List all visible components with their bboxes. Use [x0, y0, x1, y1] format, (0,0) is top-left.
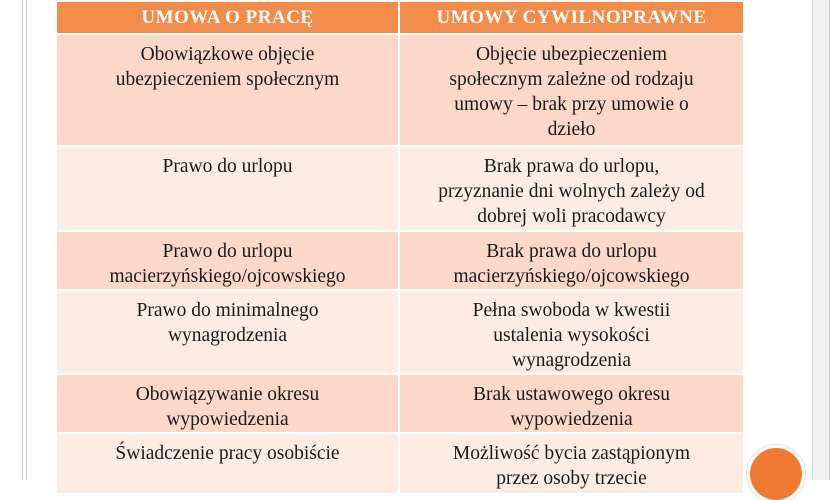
- cell-text: Możliwość bycia zastąpionym przez osoby trzecie: [452, 443, 691, 489]
- table-row: [57, 290, 743, 374]
- slide-frame-left: [22, 0, 23, 480]
- comparison-table: [57, 2, 743, 493]
- table-row: [57, 146, 743, 231]
- cell-employment: [57, 146, 399, 231]
- cell-employment: [57, 34, 399, 146]
- cell-employment: [57, 374, 399, 433]
- cell-text: Prawo do urlopu macierzyńskiego/ojcowskiego: [109, 241, 346, 287]
- slide-frame-left-inner: [26, 0, 27, 480]
- table-header-row: [57, 2, 743, 34]
- header-civil-contracts: UMOWY CYWILNOPRAWNE: [399, 2, 743, 34]
- table-row: [57, 374, 743, 433]
- accent-circle: [750, 448, 802, 500]
- table-row: [57, 433, 743, 493]
- cell-civil: [399, 231, 743, 290]
- cell-employment: [57, 231, 399, 290]
- cell-employment: [57, 290, 399, 374]
- cell-text: Obowiązywanie okresu wypowiedzenia: [135, 384, 320, 430]
- header-employment-contract: UMOWA O PRACĘ: [57, 2, 399, 34]
- cell-text: Obowiązkowe objęcie ubezpieczeniem społecznym: [115, 44, 340, 90]
- cell-employment: [57, 433, 399, 493]
- cell-civil: [399, 34, 743, 146]
- cell-civil: [399, 290, 743, 374]
- cell-text: Pełna swoboda w kwestii ustalenia wysokości wynagrodzenia: [472, 300, 671, 371]
- cell-text: Prawo do urlopu: [162, 156, 293, 177]
- cell-civil: [399, 433, 743, 493]
- cell-civil: [399, 374, 743, 433]
- cell-text: Brak prawa do urlopu, przyznanie dni wolnych zależy od dobrej woli pracodawcy: [438, 156, 705, 227]
- cell-text: Prawo do minimalnego wynagrodzenia: [136, 300, 319, 346]
- table-row: [57, 34, 743, 146]
- slide-right-decoration: [812, 0, 830, 480]
- cell-text: Objęcie ubezpieczeniem społecznym zależne od rodzaju umowy – brak przy umowie o dzieło: [449, 44, 694, 140]
- cell-text: Brak prawa do urlopu macierzyńskiego/ojcowskiego: [453, 241, 690, 287]
- cell-text: Brak ustawowego okresu wypowiedzenia: [472, 384, 671, 430]
- table-row: [57, 231, 743, 290]
- cell-civil: [399, 146, 743, 231]
- cell-text: Świadczenie pracy osobiście: [115, 443, 340, 464]
